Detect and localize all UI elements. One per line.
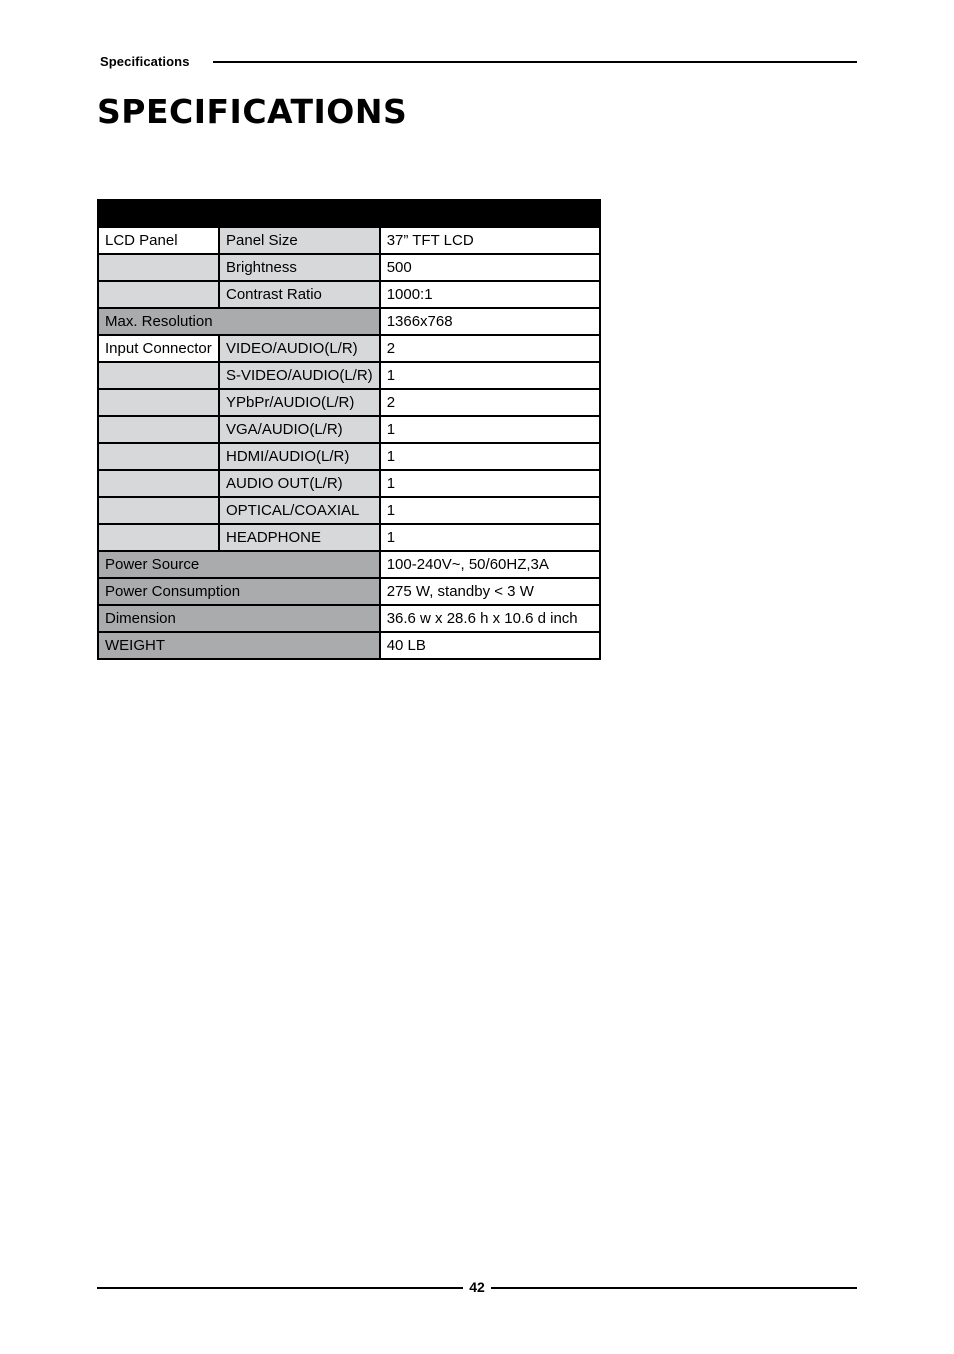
spec-value: 1: [380, 524, 600, 551]
spec-value: 37” TFT LCD: [380, 227, 600, 254]
spec-item: AUDIO OUT(L/R): [219, 470, 380, 497]
table-row: [98, 227, 600, 254]
spec-category: LCD Panel: [98, 227, 219, 254]
spec-label: WEIGHT: [98, 632, 380, 659]
spec-category: [98, 524, 219, 551]
spec-label: Power Source: [98, 551, 380, 578]
spec-category: [98, 416, 219, 443]
table-row: [98, 254, 600, 281]
table-row: [98, 551, 600, 578]
page-title: SPECIFICATIONS: [97, 92, 408, 131]
table-row: [98, 362, 600, 389]
spec-category: Input Connector: [98, 335, 219, 362]
spec-label: Max. Resolution: [98, 308, 380, 335]
spec-label: Dimension: [98, 605, 380, 632]
footer-rule-left: [97, 1287, 463, 1289]
specifications-table: [97, 199, 601, 660]
spec-value: 1: [380, 497, 600, 524]
spec-item: Brightness: [219, 254, 380, 281]
spec-value: 2: [380, 389, 600, 416]
spec-item: VIDEO/AUDIO(L/R): [219, 335, 380, 362]
spec-item: YPbPr/AUDIO(L/R): [219, 389, 380, 416]
table-row: [98, 389, 600, 416]
spec-value: 100-240V~, 50/60HZ,3A: [380, 551, 600, 578]
spec-category: [98, 254, 219, 281]
spec-category: [98, 389, 219, 416]
spec-item: OPTICAL/COAXIAL: [219, 497, 380, 524]
table-row: [98, 497, 600, 524]
spec-item: Panel Size: [219, 227, 380, 254]
spec-value: 1: [380, 470, 600, 497]
spec-item: Contrast Ratio: [219, 281, 380, 308]
footer-rule-right: [491, 1287, 857, 1289]
header-section-label: Specifications: [100, 54, 190, 69]
spec-item: HEADPHONE: [219, 524, 380, 551]
page-number: 42: [469, 1279, 485, 1295]
spec-label: Power Consumption: [98, 578, 380, 605]
spec-value: 40 LB: [380, 632, 600, 659]
spec-value: 36.6 w x 28.6 h x 10.6 d inch: [380, 605, 600, 632]
spec-item: HDMI/AUDIO(L/R): [219, 443, 380, 470]
spec-item: VGA/AUDIO(L/R): [219, 416, 380, 443]
spec-value: 1: [380, 362, 600, 389]
table-row: [98, 524, 600, 551]
table-row: [98, 605, 600, 632]
table-row: [98, 470, 600, 497]
table-row: [98, 416, 600, 443]
spec-category: [98, 497, 219, 524]
spec-category: [98, 470, 219, 497]
spec-value: 275 W, standby < 3 W: [380, 578, 600, 605]
table-header-row: [98, 200, 600, 227]
spec-category: [98, 362, 219, 389]
table-row: [98, 281, 600, 308]
spec-value: 1000:1: [380, 281, 600, 308]
table-row: [98, 335, 600, 362]
table-row: [98, 632, 600, 659]
spec-value: 1: [380, 443, 600, 470]
spec-value: 2: [380, 335, 600, 362]
spec-value: 500: [380, 254, 600, 281]
spec-category: [98, 281, 219, 308]
spec-category: [98, 443, 219, 470]
table-row: [98, 578, 600, 605]
spec-item: S-VIDEO/AUDIO(L/R): [219, 362, 380, 389]
spec-value: 1366x768: [380, 308, 600, 335]
spec-value: 1: [380, 416, 600, 443]
table-row: [98, 308, 600, 335]
table-row: [98, 443, 600, 470]
header-rule: [213, 61, 857, 63]
